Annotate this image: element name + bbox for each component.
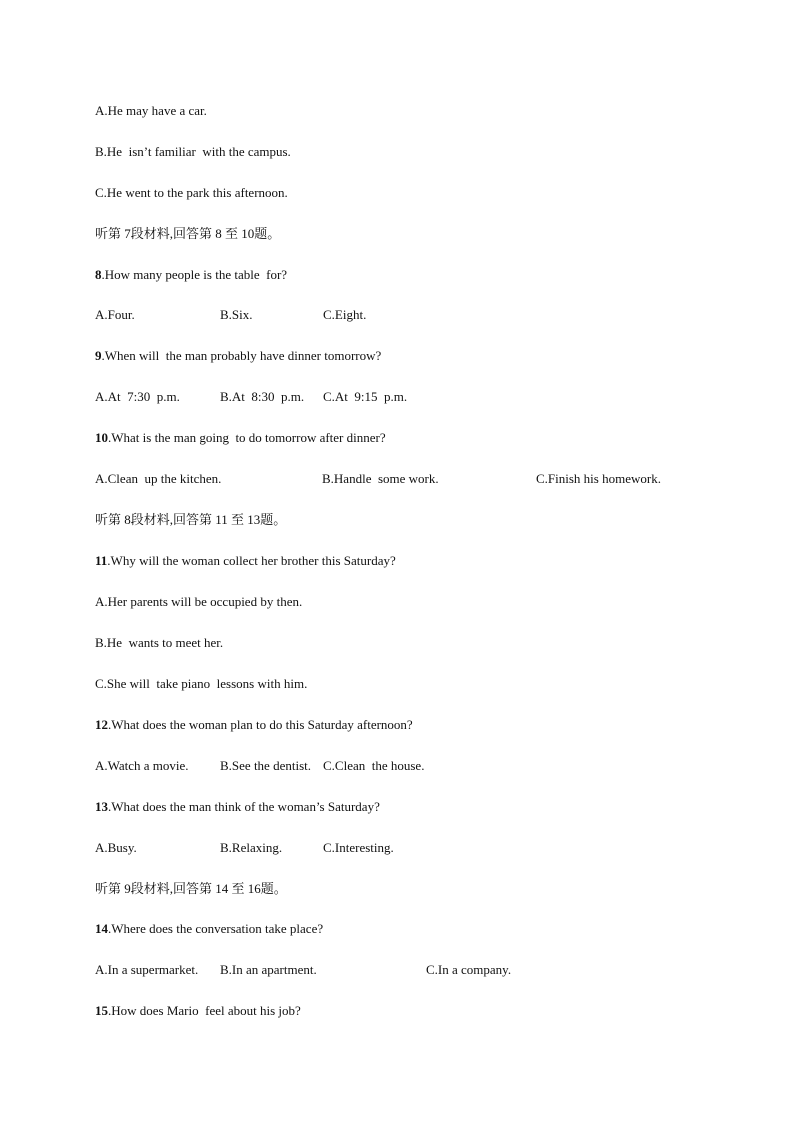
question-text: .When will the man probably have dinner tomorrow? — [101, 348, 382, 363]
question-14 — [95, 921, 323, 937]
question-number: 9 — [95, 348, 102, 363]
q10-option-b: B.Handle some work. — [322, 471, 439, 486]
question-8 — [95, 267, 287, 283]
question-12 — [95, 717, 413, 733]
question-text: .What does the man think of the woman’s Saturday? — [108, 799, 380, 814]
question-text: .What does the woman plan to do this Saturday afternoon? — [108, 717, 413, 732]
question-number: 13 — [95, 799, 108, 814]
question-text: .What is the man going to do tomorrow after dinner? — [108, 430, 386, 445]
q13-option-c: C.Interesting. — [323, 840, 394, 855]
q11-option-c: C.She will take piano lessons with him. — [95, 676, 308, 691]
q9-option-c: C.At 9:15 p.m. — [323, 389, 408, 404]
question-number: 8 — [95, 267, 102, 282]
q14-option-c: C.In a company. — [426, 962, 512, 977]
q9-option-b: B.At 8:30 p.m. — [220, 389, 305, 404]
q10-option-c: C.Finish his homework. — [536, 471, 661, 486]
q12-option-c: C.Clean the house. — [323, 758, 425, 773]
question-13 — [95, 799, 380, 815]
section-heading-7: 听第 7段材料,回答第 8 至 10题。 — [95, 226, 281, 241]
q11-option-a: A.Her parents will be occupied by then. — [95, 594, 303, 609]
q13-option-a: A.Busy. — [95, 840, 137, 855]
section-heading-8: 听第 8段材料,回答第 11 至 13题。 — [95, 512, 287, 527]
section-heading-9: 听第 9段材料,回答第 14 至 16题。 — [95, 881, 287, 896]
q14-option-a: A.In a supermarket. — [95, 962, 199, 977]
question-15 — [95, 1003, 301, 1019]
question-11 — [95, 553, 396, 569]
q7-option-c: C.He went to the park this afternoon. — [95, 185, 288, 200]
question-number: 14 — [95, 921, 108, 936]
q14-option-b: B.In an apartment. — [220, 962, 317, 977]
q13-option-b: B.Relaxing. — [220, 840, 283, 855]
question-10 — [95, 430, 386, 446]
q8-option-b: B.Six. — [220, 307, 253, 322]
q10-option-a: A.Clean up the kitchen. — [95, 471, 222, 486]
question-text: .Where does the conversation take place? — [108, 921, 324, 936]
question-number: 10 — [95, 430, 108, 445]
question-text: .Why will the woman collect her brother this Saturday? — [107, 553, 396, 568]
question-number: 11 — [95, 553, 108, 568]
q9-option-a: A.At 7:30 p.m. — [95, 389, 180, 404]
q12-option-b: B.See the dentist. — [220, 758, 311, 773]
q7-option-b: B.He isn’t familiar with the campus. — [95, 144, 291, 159]
q7-option-a: A.He may have a car. — [95, 103, 207, 118]
question-text: .How many people is the table for? — [101, 267, 288, 282]
q8-option-c: C.Eight. — [323, 307, 367, 322]
question-number: 15 — [95, 1003, 108, 1018]
question-number: 12 — [95, 717, 108, 732]
q12-option-a: A.Watch a movie. — [95, 758, 189, 773]
question-text: .How does Mario feel about his job? — [108, 1003, 301, 1018]
q11-option-b: B.He wants to meet her. — [95, 635, 224, 650]
question-9 — [95, 348, 381, 364]
q8-option-a: A.Four. — [95, 307, 135, 322]
